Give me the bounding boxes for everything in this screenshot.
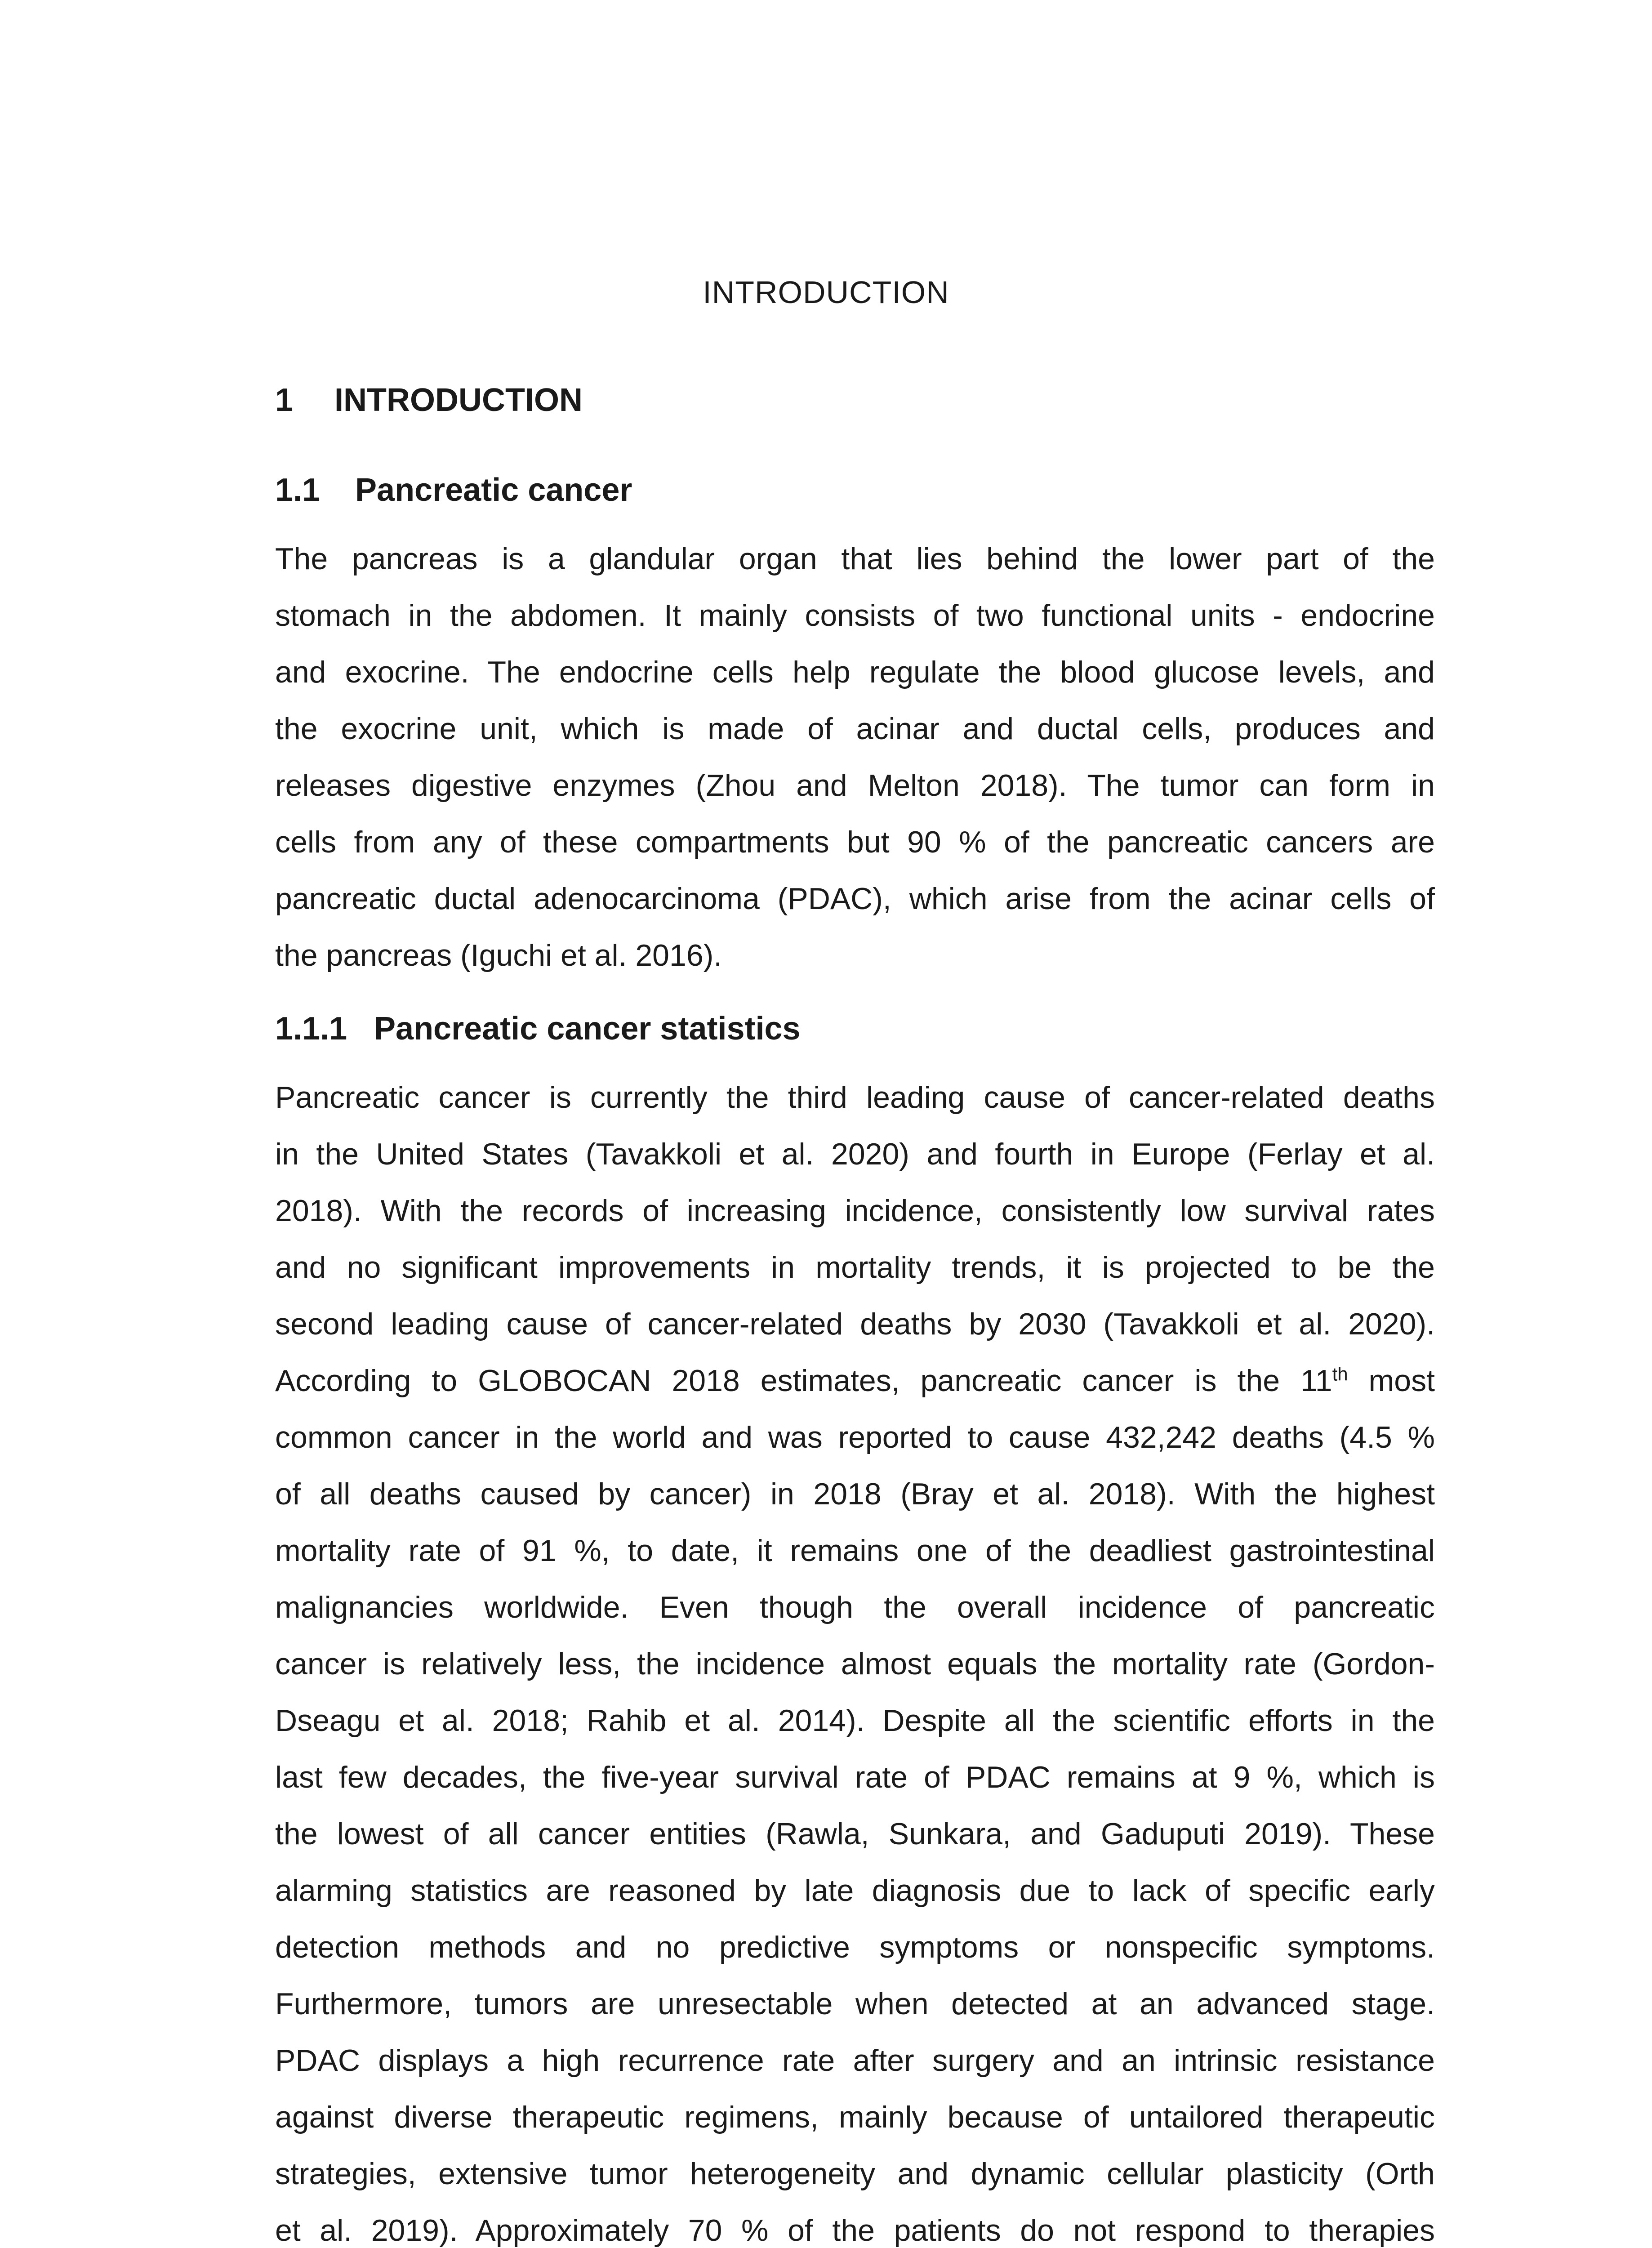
text-line: stomach in the abdomen. It mainly consists of two functional units - endocrine <box>275 598 1435 633</box>
section-title: Pancreatic cancer statistics <box>374 1011 801 1047</box>
text-line: PDAC displays a high recurrence rate after surgery and an intrinsic resistance <box>275 2043 1435 2078</box>
section-heading-1-1 <box>275 468 1435 513</box>
text-line: alarming statistics are reasoned by late diagnosis due to lack of specific early <box>275 1873 1435 1908</box>
text-line: common cancer in the world and was reported to cause 432,242 deaths (4.5 % <box>275 1420 1435 1454</box>
text-line: the pancreas (Iguchi et al. 2016). <box>275 938 722 972</box>
text-line: of all deaths caused by cancer) in 2018 (Bray et al. 2018). With the highest <box>275 1477 1435 1511</box>
text-line: last few decades, the five-year survival rate of PDAC remains at 9 %, which is <box>275 1760 1435 1794</box>
section-number: 1 <box>275 382 294 418</box>
text-line: the exocrine unit, which is made of acinar and ductal cells, produces and <box>275 712 1435 746</box>
section-heading-1-1-1 <box>275 1006 1435 1051</box>
text-line: and exocrine. The endocrine cells help regulate the blood glucose levels, and <box>275 655 1435 689</box>
text-line: second leading cause of cancer-related deaths by 2030 (Tavakkoli et al. 2020). <box>275 1307 1435 1341</box>
text-line: mortality rate of 91 %, to date, it remains one of the deadliest gastrointestinal <box>275 1534 1435 1568</box>
section-heading-1 <box>275 378 1435 423</box>
text-line: against diverse therapeutic regimens, mainly because of untailored therapeutic <box>275 2100 1435 2134</box>
text-line: releases digestive enzymes (Zhou and Melton 2018). The tumor can form in <box>275 768 1435 803</box>
section-title: INTRODUCTION <box>334 382 583 418</box>
text-line: pancreatic ductal adenocarcinoma (PDAC), which arise from the acinar cells of <box>275 882 1435 916</box>
section-title: Pancreatic cancer <box>355 472 632 508</box>
text-line: et al. 2019). Approximately 70 % of the patients do not respond to therapies <box>275 2213 1435 2248</box>
text-line: malignancies worldwide. Even though the overall incidence of pancreatic <box>275 1590 1435 1624</box>
text-line: cells from any of these compartments but 90 % of the pancreatic cancers are <box>275 825 1435 859</box>
superscript: th <box>1332 1363 1348 1385</box>
text-line: and no significant improvements in mortality trends, it is projected to be the <box>275 1250 1435 1285</box>
paragraph-pancreatic-cancer-statistics <box>275 1069 1435 2248</box>
text-line: Furthermore, tumors are unresectable when detected at an advanced stage. <box>275 1987 1435 2021</box>
text-line: the lowest of all cancer entities (Rawla, Sunkara, and Gaduputi 2019). These <box>275 1817 1435 1851</box>
text-line: strategies, extensive tumor heterogeneity and dynamic cellular plasticity (Orth <box>275 2157 1435 2191</box>
text-line: cancer is relatively less, the incidence almost equals the mortality rate (Gordon- <box>275 1647 1435 1681</box>
section-number: 1.1 <box>275 472 321 508</box>
page-content <box>275 378 1435 2248</box>
text-segment: most <box>1348 1364 1435 1398</box>
paragraph-pancreatic-cancer <box>275 531 1435 984</box>
text-line: Dseagu et al. 2018; Rahib et al. 2014). Despite all the scientific efforts in the <box>275 1704 1435 1738</box>
text-line: The pancreas is a glandular organ that lies behind the lower part of the <box>275 542 1435 576</box>
section-number: 1.1.1 <box>275 1011 347 1047</box>
text-line: Pancreatic cancer is currently the third leading cause of cancer-related deaths <box>275 1080 1435 1115</box>
text-segment: According to GLOBOCAN 2018 estimates, pancreatic cancer is the 11 <box>275 1364 1332 1398</box>
text-line: in the United States (Tavakkoli et al. 2020) and fourth in Europe (Ferlay et al. <box>275 1137 1435 1171</box>
text-line: detection methods and no predictive symptoms or nonspecific symptoms. <box>275 1930 1435 1964</box>
running-header: INTRODUCTION <box>703 275 949 310</box>
text-line-with-superscript <box>275 1352 1435 1409</box>
text-line: 2018). With the records of increasing incidence, consistently low survival rates <box>275 1194 1435 1228</box>
